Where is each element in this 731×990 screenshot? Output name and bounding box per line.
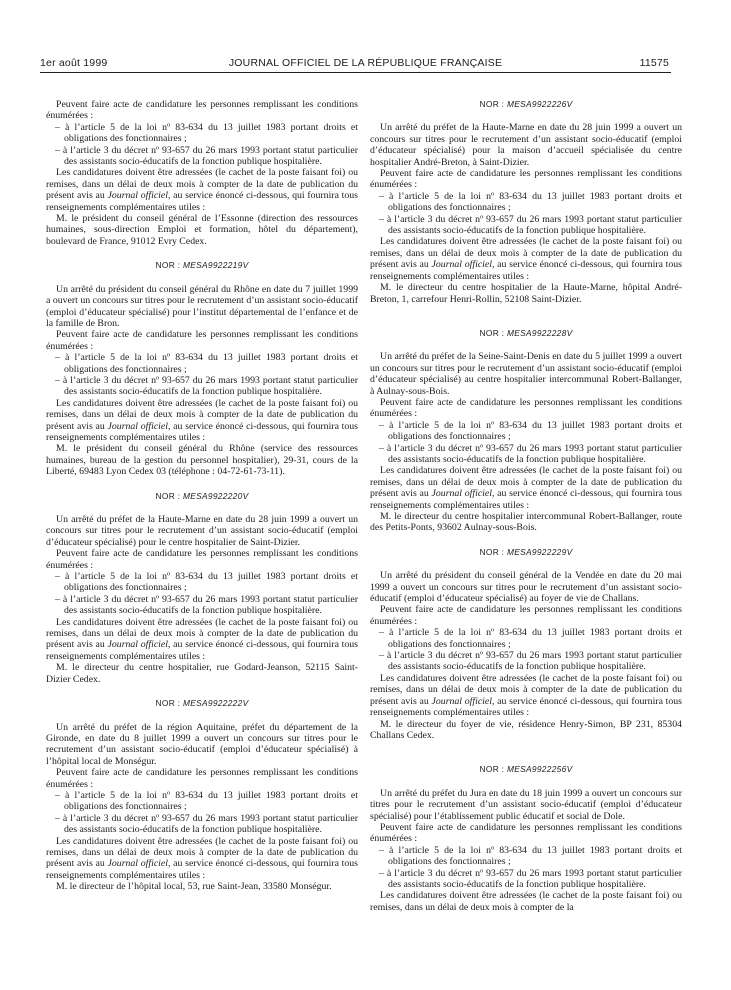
notice-address: M. le directeur du foyer de vie, résidence Henry-Simon, BP 231, 85304 Challans Cedex. — [370, 718, 682, 741]
condition-item: – à l’article 5 de la loi nº 83-634 du 13 juillet 1983 portant droits et obligations des fonctionnaires ; — [370, 191, 682, 214]
candidature-intro: Peuvent faire acte de candidature les personnes remplissant les conditions énumérées : — [370, 821, 682, 845]
nor-reference: NOR : MESA9922226V — [479, 99, 573, 109]
nor-code: MESA9922222V — [182, 698, 249, 709]
condition-item: – à l’article 5 de la loi nº 83-634 du 13 juillet 1983 portant droits et obligations des fonctionnaires ; — [370, 627, 682, 650]
notice-intro: Un arrêté du président du conseil général de la Vendée en date du 20 mai 1999 a ouvert un concours sur titres pour le recrutement d’un assistant socio-éducatif (emploi d’éducateur spécialisé) au foyer de vie de Challans. — [370, 570, 682, 605]
header-rule — [40, 72, 671, 73]
nor-code: MESA9922226V — [506, 99, 573, 109]
notice-intro: Un arrêté du préfet de la Haute-Marne en date du 28 juin 1999 a ouvert un concours sur titres pour le recrutement d’un assistant socio-éducatif (emploi d’éducateur spécialisé) pour la maison d’accueil spécialisée du centre hospitalier André-Breton, à Saint-Dizier. — [370, 122, 682, 168]
notice-intro: Un arrêté du préfet de la Seine-Saint-Denis en date du 5 juillet 1999 a ouvert un concours sur titres pour le recrutement d’un assistant socio-éducatif (emploi d’éducateur spécialisé) au centre hospitalier intercommunal Robert-Ballanger, à Aulnay-sous-Bois. — [370, 351, 682, 397]
condition-item: – à l’article 5 de la loi nº 83-634 du 13 juillet 1983 portant droits et obligations des fonctionnaires ; — [46, 790, 358, 813]
condition-item: – à l’article 3 du décret nº 93-657 du 26 mars 1993 portant statut particulier des assistants socio-éducatifs de la fonction publique hospitalière. — [370, 650, 682, 673]
header-title: JOURNAL OFFICIEL DE LA RÉPUBLIQUE FRANÇAISE — [228, 57, 503, 69]
section-spacer — [370, 741, 682, 751]
header-page-number: 11575 — [639, 57, 669, 69]
nor-reference: NOR : MESA9922228V — [479, 327, 573, 338]
condition-item: – à l’article 5 de la loi nº 83-634 du 13 juillet 1983 portant droits et obligations des fonctionnaires ; — [46, 122, 358, 145]
conditions-list — [46, 122, 358, 168]
section-spacer — [370, 305, 682, 315]
condition-item: – à l’article 3 du décret nº 93-657 du 26 mars 1993 portant statut particulier des assistants socio-éducatifs de la fonction publique hospitalière. — [370, 214, 682, 237]
candidature-intro: Peuvent faire acte de candidature les personnes remplissant les conditions énumérées : — [46, 548, 358, 571]
deadline-paragraph: Les candidatures doivent être adressées (le cachet de la poste faisant foi) ou remises, dans un délai de deux mois à compter de la date de publication du présent avis au Journal officiel, au service énoncé ci-dessous, qui fournira tous renseignements complémentaires utiles : — [370, 465, 682, 511]
notice-intro: Un arrêté du préfet de la région Aquitaine, préfet du département de la Gironde, en date du 8 juillet 1999 a ouvert un concours sur titres pour le recrutement d’un assistant socio-éducatif (emploi d’éducateur spécialisé) à l’hôpital local de Monségur. — [46, 721, 358, 767]
conditions-list — [46, 352, 358, 398]
conditions-list — [46, 790, 358, 836]
conditions-list — [370, 845, 682, 891]
notice-address: M. le directeur du centre hospitalier de la Haute-Marne, hôpital André-Breton, 1, carrefour Henri-Rollin, 52108 Saint-Dizier. — [370, 282, 682, 305]
deadline-paragraph: Les candidatures doivent être adressées (le cachet de la poste faisant foi) ou remises, dans un délai de deux mois à compter de la date de publication du présent avis au Journal officiel, au service énoncé ci-dessous, qui fournira tous renseignements complémentaires utiles : — [370, 672, 682, 719]
conditions-list — [370, 191, 682, 237]
condition-item: – à l’article 3 du décret nº 93-657 du 26 mars 1993 portant statut particulier des assistants socio-éducatifs de la fonction publique hospitalière. — [46, 594, 358, 617]
deadline-paragraph: Les candidatures doivent être adressées (le cachet de la poste faisant foi) ou remises, dans un délai de deux mois à compter de la date de publication du présent avis au Journal officiel, au service énoncé ci-dessous, qui fournira tous renseignements complémentaires utiles : — [370, 236, 682, 282]
notice-intro: Un arrêté du préfet du Jura en date du 18 juin 1999 a ouvert un concours sur titres pour le recrutement d’un assistant socio-éducatif (emploi d’éducateur spécialisé) pour l’établissement public éducatif et social de Dole. — [370, 787, 682, 822]
deadline-paragraph: Les candidatures doivent être adressées (le cachet de la poste faisant foi) ou remises, dans un délai de deux mois à compter de la — [370, 890, 682, 913]
condition-item: – à l’article 5 de la loi nº 83-634 du 13 juillet 1983 portant droits et obligations des fonctionnaires ; — [46, 571, 358, 594]
left-column — [46, 99, 358, 893]
candidature-intro: Peuvent faire acte de candidature les personnes remplissant les conditions énumérées : — [370, 168, 682, 191]
deadline-paragraph: Les candidatures doivent être adressées (le cachet de la poste faisant foi) ou remises, dans un délai de deux mois à compter de la date de publication du présent avis au Journal officiel, au service énoncé ci-dessous, qui fournira tous renseignements complémentaires utiles : — [46, 835, 358, 881]
nor-code: MESA9922220V — [182, 490, 249, 501]
notice-address: M. le directeur du centre hospitalier intercommunal Robert-Ballanger, route des Petits-Ponts, 93602 Aulnay-sous-Bois. — [370, 511, 682, 534]
deadline-paragraph: Les candidatures doivent être adressées (le cachet de la poste faisant foi) ou remises, dans un délai de deux mois à compter de la date de publication du présent avis au Journal officiel, au service énoncé ci-dessous, qui fournira tous renseignements complémentaires utiles : — [46, 397, 358, 443]
nor-reference: NOR : MESA9922220V — [155, 490, 249, 501]
notice-address: M. le président du conseil général de l’Essonne (direction des ressources humaines, sous-direction Emploi et formation, hôtel du département), boulevard de France, 91012 Evry Cedex. — [46, 213, 358, 247]
notice-intro: Un arrêté du président du conseil général du Rhône en date du 7 juillet 1999 a ouvert un concours sur titres pour le recrutement d’un assistant socio-éducatif (emploi d’éducateur spécialisé) pour l’institut départemental de l’enfance et de la famille de Bron. — [46, 283, 358, 329]
nor-reference: NOR : MESA9922256V — [479, 764, 573, 775]
conditions-list — [370, 420, 682, 466]
notice-address: M. le directeur de l’hôpital local, 53, rue Saint-Jean, 33580 Monségur. — [56, 881, 332, 893]
candidature-intro: Peuvent faire acte de candidature les personnes remplissant les conditions énumérées : — [46, 767, 358, 790]
notice-intro: Un arrêté du préfet de la Haute-Marne en date du 28 juin 1999 a ouvert un concours sur titres pour le recrutement d’un assistant socio-éducatif (emploi d’éducateur spécialisé) pour le centre hospitalier de Saint-Dizier. — [46, 514, 358, 548]
right-column — [370, 99, 682, 913]
candidature-intro: Peuvent faire acte de candidature les personnes remplissant les conditions énumérées : — [370, 396, 682, 420]
condition-item: – à l’article 3 du décret nº 93-657 du 26 mars 1993 portant statut particulier des assistants socio-éducatifs de la fonction publique hospitalière. — [370, 443, 682, 466]
nor-reference: NOR : MESA9922219V — [155, 260, 249, 271]
nor-code: MESA9922228V — [506, 327, 573, 338]
condition-item: – à l’article 5 de la loi nº 83-634 du 13 juillet 1983 portant droits et obligations des fonctionnaires ; — [370, 420, 682, 443]
candidature-intro: Peuvent faire acte de candidature les personnes remplissant les conditions énumérées : — [46, 99, 358, 122]
condition-item: – à l’article 3 du décret nº 93-657 du 26 mars 1993 portant statut particulier des assistants socio-éducatifs de la fonction publique hospitalière. — [46, 375, 358, 398]
deadline-paragraph: Les candidatures doivent être adressées (le cachet de la poste faisant foi) ou remises, dans un délai de deux mois à compter de la date de publication du présent avis au Journal officiel, au service énoncé ci-dessous, qui fournira tous renseignements complémentaires utiles : — [46, 167, 358, 213]
condition-item: – à l’article 5 de la loi nº 83-634 du 13 juillet 1983 portant droits et obligations des fonctionnaires ; — [370, 845, 682, 868]
nor-reference: NOR : MESA9922222V — [155, 698, 249, 709]
deadline-paragraph: Les candidatures doivent être adressées (le cachet de la poste faisant foi) ou remises, dans un délai de deux mois à compter de la date de publication du présent avis au Journal officiel, au service énoncé ci-dessous, qui fournira tous renseignements complémentaires utiles : — [46, 616, 358, 662]
conditions-list — [370, 627, 682, 673]
condition-item: – à l’article 5 de la loi nº 83-634 du 13 juillet 1983 portant droits et obligations des fonctionnaires ; — [46, 352, 358, 375]
header-date: 1er août 1999 — [40, 57, 108, 69]
nor-reference: NOR : MESA9922229V — [479, 546, 573, 557]
notice-address: M. le directeur du centre hospitalier, rue Godard-Jeanson, 52115 Saint-Dizier Cedex. — [46, 662, 358, 685]
condition-item: – à l’article 3 du décret nº 93-657 du 26 mars 1993 portant statut particulier des assistants socio-éducatifs de la fonction publique hospitalière. — [46, 813, 358, 836]
condition-item: – à l’article 3 du décret nº 93-657 du 26 mars 1993 portant statut particulier des assistants socio-éducatifs de la fonction publique hospitalière. — [370, 868, 682, 891]
conditions-list — [46, 571, 358, 617]
nor-code: MESA9922219V — [182, 260, 249, 271]
candidature-intro: Peuvent faire acte de candidature les personnes remplissant les conditions énumérées : — [46, 329, 358, 352]
notice-address: M. le président du conseil général du Rhône (service des ressources humaines, bureau de la gestion du personnel hospitalier), 29-31, cours de la Liberté, 69483 Lyon Cedex 03 (téléphone : 04-72-61-73-11). — [46, 443, 358, 478]
nor-code: MESA9922229V — [506, 546, 573, 557]
condition-item: – à l’article 3 du décret nº 93-657 du 26 mars 1993 portant statut particulier des assistants socio-éducatifs de la fonction publique hospitalière. — [46, 145, 358, 168]
candidature-intro: Peuvent faire acte de candidature les personnes remplissant les conditions énumérées : — [370, 604, 682, 627]
nor-code: MESA9922256V — [506, 764, 573, 775]
